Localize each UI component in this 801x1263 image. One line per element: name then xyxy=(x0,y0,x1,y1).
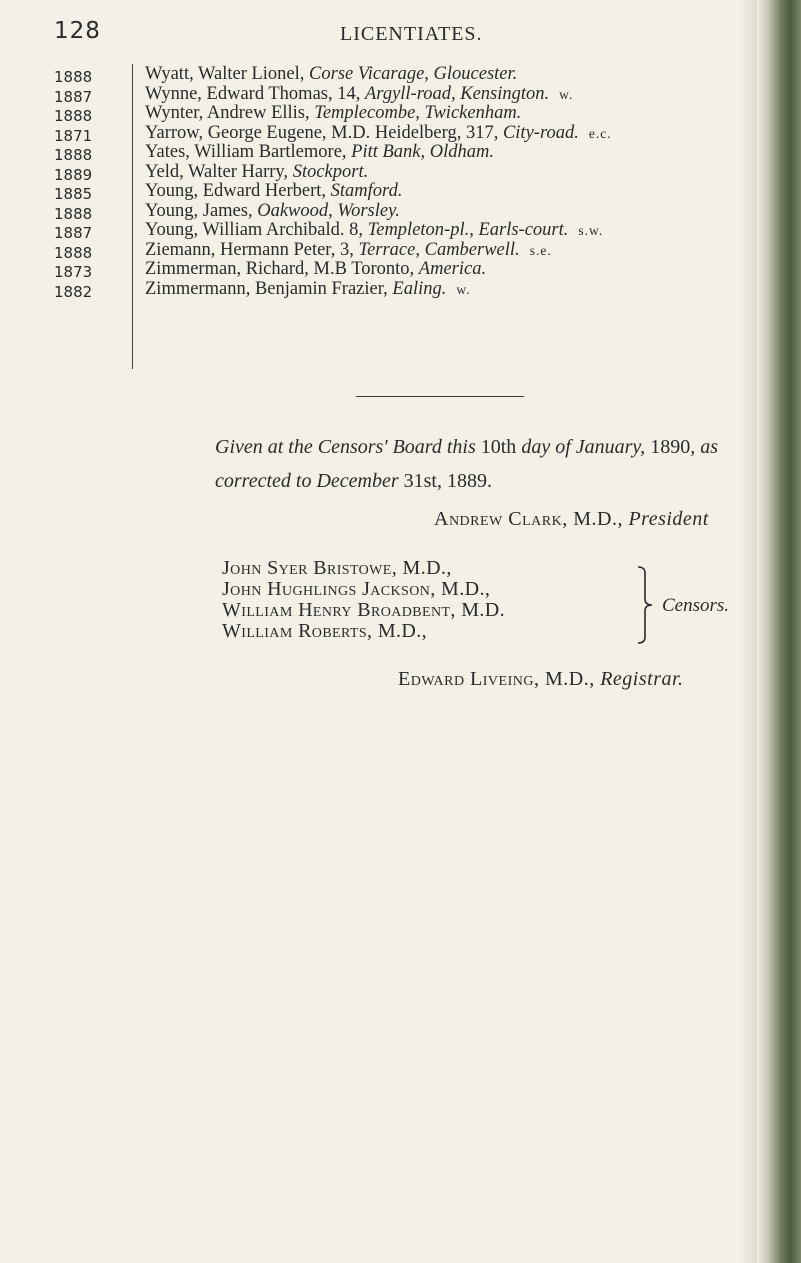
entry-text: Wyatt, Walter Lionel, xyxy=(145,64,310,84)
given-text: Given at the Censors' Board this xyxy=(215,436,481,458)
entry-year: 1887 xyxy=(54,87,93,106)
entry-year: 1888 xyxy=(54,243,93,262)
list-item xyxy=(145,260,765,280)
entry-place: Corse Vicarage, Gloucester. xyxy=(309,64,518,84)
list-item xyxy=(145,280,765,300)
entry-year: 1888 xyxy=(54,204,93,223)
corrected-line xyxy=(215,464,775,498)
given-day: 10th xyxy=(480,436,517,458)
entry-text: Yates, William Bartlemore, xyxy=(145,142,352,162)
censor-name: William Henry Broadbent, M.D. xyxy=(222,599,506,621)
entry-year: 1888 xyxy=(54,107,93,125)
censor-name: John Hughlings Jackson, M.D., xyxy=(222,578,491,600)
entry-year: 1887 xyxy=(54,224,93,242)
column-divider xyxy=(132,64,133,369)
entry-text: Young, Edward Herbert, xyxy=(145,181,331,201)
entry-place: Argyll-road, Kensington. xyxy=(365,83,550,104)
given-text: day of January, xyxy=(516,436,651,458)
entry-place: America. xyxy=(418,259,487,279)
entry-text: Yeld, Walter Harry, xyxy=(145,161,293,182)
corrected-text: corrected to December xyxy=(215,470,404,492)
corrected-day: 31st xyxy=(403,470,437,492)
entry-district: s.e. xyxy=(529,242,552,258)
entry-list xyxy=(145,65,765,299)
entry-year: 1888 xyxy=(54,68,93,86)
page-number: 128 xyxy=(54,18,101,44)
registrar-title: Registrar. xyxy=(600,668,684,690)
list-item xyxy=(145,65,765,85)
entry-district: e.c. xyxy=(588,125,612,141)
given-statement xyxy=(215,430,775,498)
entry-text: Zimmerman, Richard, M.B Toronto, xyxy=(145,259,419,279)
entry-place: City-road. xyxy=(502,122,579,143)
section-divider xyxy=(356,396,524,397)
censors-list xyxy=(222,558,505,642)
list-item xyxy=(145,124,765,144)
right-brace xyxy=(636,563,656,647)
entry-place: Stockport. xyxy=(292,161,369,182)
list-item xyxy=(145,143,765,163)
corrected-year: 1889. xyxy=(446,470,492,492)
entry-district: w. xyxy=(559,86,574,102)
entry-district: w. xyxy=(456,281,471,297)
entry-text: Young, William Archibald. 8, xyxy=(145,220,368,240)
list-item xyxy=(145,104,765,124)
entry-place: Templecombe, Twickenham. xyxy=(314,103,522,123)
president-signature xyxy=(434,508,709,531)
entry-place: Pitt Bank, Oldham. xyxy=(351,142,494,162)
censor-name: William Roberts, M.D., xyxy=(222,620,428,642)
list-item xyxy=(145,85,765,105)
president-title: President xyxy=(628,508,709,530)
entry-text: Yarrow, George Eugene, M.D. Heidelberg, 317, xyxy=(145,122,503,143)
entry-place: Oakwood, Worsley. xyxy=(257,200,400,221)
registrar-name: Edward Liveing, M.D., xyxy=(398,668,601,690)
running-head: LICENTIATES. xyxy=(340,23,483,45)
list-item xyxy=(145,163,765,183)
year-column xyxy=(54,68,92,302)
entry-place: Terrace, Camberwell. xyxy=(358,239,520,260)
list-item xyxy=(145,182,765,202)
censor-name: John Syer Bristowe, M.D., xyxy=(222,557,452,579)
entry-text: Young, James, xyxy=(145,200,258,221)
entry-text: Zimmermann, Benjamin Frazier, xyxy=(145,278,393,299)
entry-text: Ziemann, Hermann Peter, 3, xyxy=(145,239,359,260)
entry-place: Templeton-pl., Earls-court. xyxy=(367,220,569,240)
list-item xyxy=(145,202,765,222)
entry-text: Wynter, Andrew Ellis, xyxy=(145,103,315,123)
entry-year: 1871 xyxy=(54,126,93,145)
given-year: 1890 xyxy=(650,436,691,458)
entry-year: 1888 xyxy=(54,146,93,164)
entry-place: Stamford. xyxy=(330,181,403,201)
given-text: , as xyxy=(690,436,718,458)
list-item xyxy=(145,241,765,261)
entry-district: s.w. xyxy=(578,223,604,238)
registrar-signature xyxy=(398,668,684,691)
president-name: Andrew Clark, M.D., xyxy=(434,508,629,530)
list-item xyxy=(145,221,765,241)
entry-year: 1885 xyxy=(54,185,93,203)
entry-year: 1873 xyxy=(54,263,93,281)
entry-text: Wynne, Edward Thomas, 14, xyxy=(145,83,365,104)
censors-label: Censors. xyxy=(662,595,730,616)
entry-year: 1889 xyxy=(54,165,93,184)
given-line xyxy=(215,430,775,464)
entry-place: Ealing. xyxy=(392,278,447,299)
corrected-text: , xyxy=(436,470,447,492)
entry-year: 1882 xyxy=(54,282,93,301)
